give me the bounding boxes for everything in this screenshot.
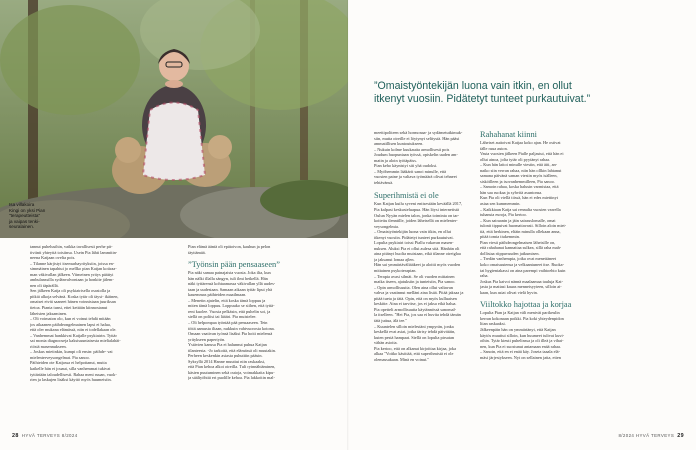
caption-line: "terapeutteista" xyxy=(9,213,41,219)
text-line: asiaa sen kummemmin. xyxy=(480,201,521,207)
text-line: – Kun hän laitoi minulle viestin, että äiti, an- xyxy=(480,162,558,168)
text-line: Kun Katjan kuilu syveni entisestään keväällä 2017, xyxy=(374,201,463,207)
text-line: Vasta vuosien jälkeen Pialle paljastui, että hän ei xyxy=(480,151,564,157)
text-line: tilanteesta. -Jo tarkoitä, että elämässä oli muutakin. xyxy=(188,347,276,353)
text-line: – Sanoin, että en ei enää käy. Joseta taaala elä- xyxy=(480,349,561,355)
text-line: reni kuolee. Vuosia pelkäsin, että puhelin soi, ja xyxy=(188,308,271,314)
caption-line: ja vaipas tenki- xyxy=(9,218,40,224)
folio-left xyxy=(12,433,78,439)
text-line: – Nukuin kolme kuukautta armollisesti pois xyxy=(374,146,450,152)
text-line: Pian keho käynistyi siti yhä oudoksi. xyxy=(374,163,438,169)
text-line: – Myöhemmin lääkärit sanoi minulle, että xyxy=(374,168,447,174)
text-line: koko omaisuutensa ja velkaantuneet itse. Ruoka- xyxy=(480,262,565,268)
text-line: – Terapia avasi silmät. Se oli vuoden mittainen xyxy=(374,273,455,279)
text-line: Syksyllä 2014 Hanne muuttui niin raskaaksi, xyxy=(188,358,266,364)
text-line: tulonit tippuivat huomattavasti. Silloin aloin miet- xyxy=(480,223,567,229)
text-line: tiviinti yhteyttä toisiinsa. Usein Pia lähti lammitin- xyxy=(30,249,118,255)
text-line: kuten pestä hampaat. Siellä on lopulta pirsatan xyxy=(374,334,455,340)
text-line: Omaan vaativan työnsä lisäksi Pia hoiti mielensä xyxy=(188,331,273,337)
text-line: – Vanhemmat hankkivat Katjalle psykiatrin. Tyttär xyxy=(30,332,117,338)
right-col1-body xyxy=(374,201,474,362)
text-line: tai hygieniakassi on aina parempi vaihtoehto kuin xyxy=(480,267,566,273)
text-line: siin, mutta oireille ei löytynyt selitystä. Hän pääsi xyxy=(374,135,460,141)
page-number: 28 xyxy=(12,433,19,439)
text-line: Joudum huopuntaan työssä, opiskelin uuden am- xyxy=(374,152,458,158)
photo-caption xyxy=(9,202,59,230)
text-line: – Samoin rahaa, koska halusin varmistaa, että xyxy=(480,184,559,190)
text-line: tyttärtään taloudellisesti. Rahaa meni ruuan, vuok- xyxy=(30,371,117,377)
text-line: sai monia diagnooseja kaksisuuntaisesta mielialahäi- xyxy=(30,338,121,344)
text-line: Pia näki samaa painajaista vuosia. Joka ilta, kun xyxy=(188,270,271,276)
text-line: – Menetin ajatelin, että koska tämä loppuu ja xyxy=(188,297,266,303)
quote-line: itkenyt vuosiin. Pidätetyt tunteet purkautuivat.” xyxy=(374,93,591,105)
text-line: ja jaksanut lomaa ajlen. xyxy=(374,256,415,262)
text-line: – Tilanne kärjistyi itsemurhayrityksiin, joissa en- xyxy=(30,260,115,266)
text-line: alkaa "Voitko käsittää, että superihmistä ei ole xyxy=(374,351,454,357)
text-line: Hän sai ymmärtäväliääkeet ja aloitti myös vuoden xyxy=(374,262,461,268)
text-line: Päihteiden ote Katjassa ei helpottanut, mutta xyxy=(30,360,107,366)
text-line: vuosien paine ja valtava työmäärä olivat tehneet xyxy=(374,174,457,180)
text-line: että rahahanat kannattaa sulkea, sillä raha mah- xyxy=(480,245,562,251)
section-heading: Superihmistä ei ole xyxy=(374,191,439,201)
text-line: läheisten jaksaminen. xyxy=(30,310,67,316)
caption-line: Isa villakoira xyxy=(9,202,35,207)
quote-line: ”Omaistyöntekijän luona vain itkin, en ollut xyxy=(374,80,572,92)
text-line: ambulanssilla sydänvalvontaan ja honkite jälem- xyxy=(30,277,114,283)
section-heading: ”Työnsin pään pensaaseen” xyxy=(188,260,280,270)
text-line: Pia kertoo, että on alkanut kirjoittaa kirjaa, joka xyxy=(374,345,456,351)
text-line: matin ja aloin työtäpäiss. xyxy=(374,157,417,163)
text-line: – Kuuntelen silloin mielestäni ympyrän, jonka xyxy=(374,323,454,329)
text-line: ollut ainoa, jolta tytär oli pyytänyt rahaa. xyxy=(480,156,551,162)
text-line: Pian elämä ääntä oli epätoivon, kauhun ja pelon xyxy=(188,244,271,249)
text-line: liian raskaaksi. xyxy=(480,321,506,327)
text-line: veysongelmia. xyxy=(374,223,399,229)
text-line: Kun Pia oli viellä tiissä, hän ei edes miettinyt xyxy=(480,195,558,201)
text-line: keskellä evat asiat, jotka tärisy tehdä päivittäin, xyxy=(374,329,456,335)
text-line: mielenterveysongelmat. Pia sanoo. xyxy=(30,354,90,360)
text-line: olemassakaan. Minä en voinut." xyxy=(374,356,430,362)
text-line: tälle ruua auton. xyxy=(480,145,508,151)
caption-line: Kingi on yksi Pian xyxy=(9,207,46,213)
text-line: vähän asioita. xyxy=(374,340,398,346)
text-line: Perheen keskenkin asiasta puhuttiin pääsin. xyxy=(188,353,263,359)
text-line: – Oli voimaton olo, kun ei voinut tehdä mitään xyxy=(30,316,111,322)
left-column-1 xyxy=(30,244,180,383)
text-line: nen, kun Pia ei suostunut antamaan enää rahaa. xyxy=(480,343,562,349)
text-line: tuhansia euroja, Pia kertoo. xyxy=(480,212,527,218)
text-line: – Omaistyöntekijän luona vain itkin, en ollut xyxy=(374,229,451,235)
text-line: – Joskus mietinkin, kumpi oli ensin: päihde- vai xyxy=(30,349,113,355)
text-line: sisköilleen ja isovanhemmilleen, Pia sanoo. xyxy=(480,178,555,184)
text-line: meettipoliteen sekä hormonaa- ja sydämetutkimuk- xyxy=(374,130,463,135)
text-line: dollistaa riippuvuuden jatkumisen. xyxy=(480,250,540,256)
text-line: jasta ja mattasi kauas menneisyyteen, silloin ai- xyxy=(480,284,562,290)
text-line: omaiset eivät saaneet hänen voinnistaan juuriksan xyxy=(30,299,116,305)
magazine-name: 8/2024 HYVÄ TERVEYS xyxy=(618,433,675,438)
page-number: 29 xyxy=(677,433,684,439)
text-line: – Kaikkiaan Katja sai rennalta vuosien varrella xyxy=(480,206,561,212)
text-line: Joskus Pia kaivoi nännä maalaamaa tauluja Kat- xyxy=(480,278,564,284)
text-line: hän saa ruokaa ja syhvitä asuntonsa. xyxy=(480,189,543,195)
text-line: nuksen. Aluksi Pia ei oflut aulesa sitä. Hänhän oli xyxy=(374,245,460,251)
text-line: pitkiä alkoja selvänä. Koska tytär oli täysi- ikäinen, xyxy=(30,293,119,299)
left-col2-intro xyxy=(188,244,338,255)
magazine-name: HYVÄ TERVEYS 8/2024 xyxy=(21,433,78,438)
text-line: kauemmas päihteiden maailmaan. xyxy=(188,292,247,298)
text-line: Pia kalpasi keskusteluapua. Hän löysi internetistä xyxy=(374,207,459,213)
text-line: vahva ja vaatinnut melläni aina lisää. Pitää jaksaa ja xyxy=(374,290,464,296)
text-line: itkenyt vuosiin. Pidätetyt tunteet purkautuivat. xyxy=(374,234,454,240)
text-line: la itselleen. "Hei Pia, jos saa ei huvita tehdä tämän xyxy=(374,312,461,318)
text-line: tehtävänsä. xyxy=(374,179,394,185)
section-heading: Rahahanat kiinni xyxy=(480,130,537,139)
right-col2-body xyxy=(480,140,580,295)
text-line: samana päivänä saman viestin myös isälleen, xyxy=(480,173,558,179)
text-line: Läheiset auttoivat Katjaa koko ajan. He ostivat xyxy=(480,140,561,145)
text-line: – Opin armollisuutta. Olen aina ollut valtavan xyxy=(374,284,453,290)
text-line: Lopulta psykiatri toissi Piallu vakavan masen- xyxy=(374,240,454,246)
text-line: – Tredän vanhempia, jotka ovat menettäneet xyxy=(480,256,557,262)
caption-line: seuralainen. xyxy=(9,224,35,230)
text-line: Lopulta Pian ja Katjan väli meniväi parikeulin xyxy=(480,310,560,316)
right-column-1 xyxy=(374,130,474,362)
text-line: nen oli täpärällä. xyxy=(30,282,59,288)
text-line: siellä on poliisi tai läääri. Pia muistelee. xyxy=(188,314,257,320)
text-line: raha. xyxy=(480,273,489,279)
right-col1-top xyxy=(374,130,474,185)
text-line: simmäinen tapahtui jo mellko pian Katjan kotiraa- xyxy=(30,266,117,272)
text-line: ja sääliyöhtiä eri puolille kehoa. Pia lakkoitin mal- xyxy=(188,375,275,381)
text-line: miten tämä loppuu. Loppuuko se siihen, että tyttä- xyxy=(188,303,275,309)
right-page xyxy=(348,0,696,450)
text-line: – Oli helpompaa työntää pää pensaaseen. Tein xyxy=(188,320,268,326)
text-line: tiä, että herkinen, eltäin minulla ollekaan anna, xyxy=(480,228,561,234)
text-line: että Pian kehoa alkoi oireilla. Tuli ryinnähtäminen, xyxy=(188,364,276,370)
text-line: keskitte. Aina ei tarvitse, jos ei jaksa eikä halua. xyxy=(374,301,457,307)
text-line: kaikelle hän ei jouaut, silla vanhemmat tukivat xyxy=(30,366,111,372)
text-line: pitää tomia tiukemmin. xyxy=(480,234,520,240)
text-line: Jälkeenpäin hän on ymmärtänyt, että Katjan xyxy=(480,326,556,332)
text-line: näki tyttärensä kohtaamassa väkivallan yllä uudes- xyxy=(188,281,276,287)
right-column-2 xyxy=(480,130,580,360)
text-line: Pia opetteli armollisuutta käytännössä sanomal- xyxy=(374,306,457,312)
text-line: tätä juttua, älä tee." xyxy=(374,317,408,323)
text-line: tietoa. Pianta tunsi, ettei kettään kiinnostanut xyxy=(30,305,108,311)
text-line: Sen jälkeen Katja oli psykiatrisella osastolla ja xyxy=(30,288,111,294)
right-col2-body-b xyxy=(480,310,580,360)
folio-right xyxy=(618,433,684,439)
text-line: oihin. Tytär kieuti puhelinssa ja oli illeä ja vihai- xyxy=(480,338,564,344)
text-line: täyttämää. xyxy=(188,249,206,255)
text-line: kaan, kun asiat olivat vielä hyvin. xyxy=(480,289,538,295)
left-column-2 xyxy=(188,244,338,381)
text-line: yritykseen papertyön. xyxy=(188,336,226,342)
text-line: riöstä masennukseen. xyxy=(30,343,67,349)
text-line: että oler mukana elämässä, niin ei todellakaan ole. xyxy=(30,327,117,333)
text-line: koitettu tlenntille, joiden läheisellä on mielenter- xyxy=(374,218,458,224)
text-line: hän nälki illalla sängyn, tuli ilmi hetkellä. Hän xyxy=(188,275,268,281)
text-line: Pian viesti päihdeongelmaisen läheisille on, xyxy=(480,239,556,245)
text-line: tannut puhelusihin, vaikka tavallisesti perhe pit- xyxy=(30,244,113,249)
text-line: neena Katjaan ovelta pois. xyxy=(30,255,76,261)
text-line: taan ja uudestaan. Samaan aikaan tyttär lipui yhä xyxy=(188,286,272,292)
text-line: mäsi järjestykseen. Nyt on sellainen jatta, etten xyxy=(480,354,561,360)
text-line: Ystävien kanssa Pia ei halunnut puhua Katjan xyxy=(188,342,267,348)
text-line: Oulun Nyyän mielen talon, jonka toiminta on tar- xyxy=(374,212,460,218)
section-heading: Viiltokko hajottaa ja korjaa xyxy=(480,300,572,310)
text-line: jos aikaanen päihdeongelmainen lapsi ei halua, xyxy=(30,321,111,327)
text-line: ammatillisen kuntoutukseen. xyxy=(374,141,424,147)
text-line: – Kun sairaanin ja jäin sairauslomalle, omat xyxy=(480,217,556,223)
left-col2-body xyxy=(188,270,338,381)
text-line: mittainen psykoterapian. xyxy=(374,268,417,274)
text-line: rien ja laskujen lisäksi käyttö myös huumeisiin. xyxy=(30,377,112,383)
pull-quote xyxy=(374,80,674,106)
text-line: pitää tueta ja tätä. Opin, että on myös kulluaisen xyxy=(374,295,457,301)
text-line: kerran kokonaan poikki. Pia koki yhteydenpidon xyxy=(480,315,564,321)
text-line: aina pitänyt huolta muistaan, eikä tilanne oireiglaa xyxy=(374,251,461,257)
text-line: matka itseen, ajatuksiin ja tunteisiin, Pia sanoo. xyxy=(374,279,456,285)
text-line: naiko siin verran rahaa, niin hän ollkin lahtanut xyxy=(480,167,562,173)
text-line: käsien puutuminen sekä outoja, voimakkaita kipu- xyxy=(188,369,275,375)
text-line: käytös muuttui silloin, kun huumeet tulivat kuvi- xyxy=(480,332,565,338)
text-line: töitä aamusta iltaan, nukkuin vahtvuorosta kotona. xyxy=(188,325,275,331)
text-line: man väkivallan jälkeen. Viimeinen yritys päättyi xyxy=(30,271,114,277)
